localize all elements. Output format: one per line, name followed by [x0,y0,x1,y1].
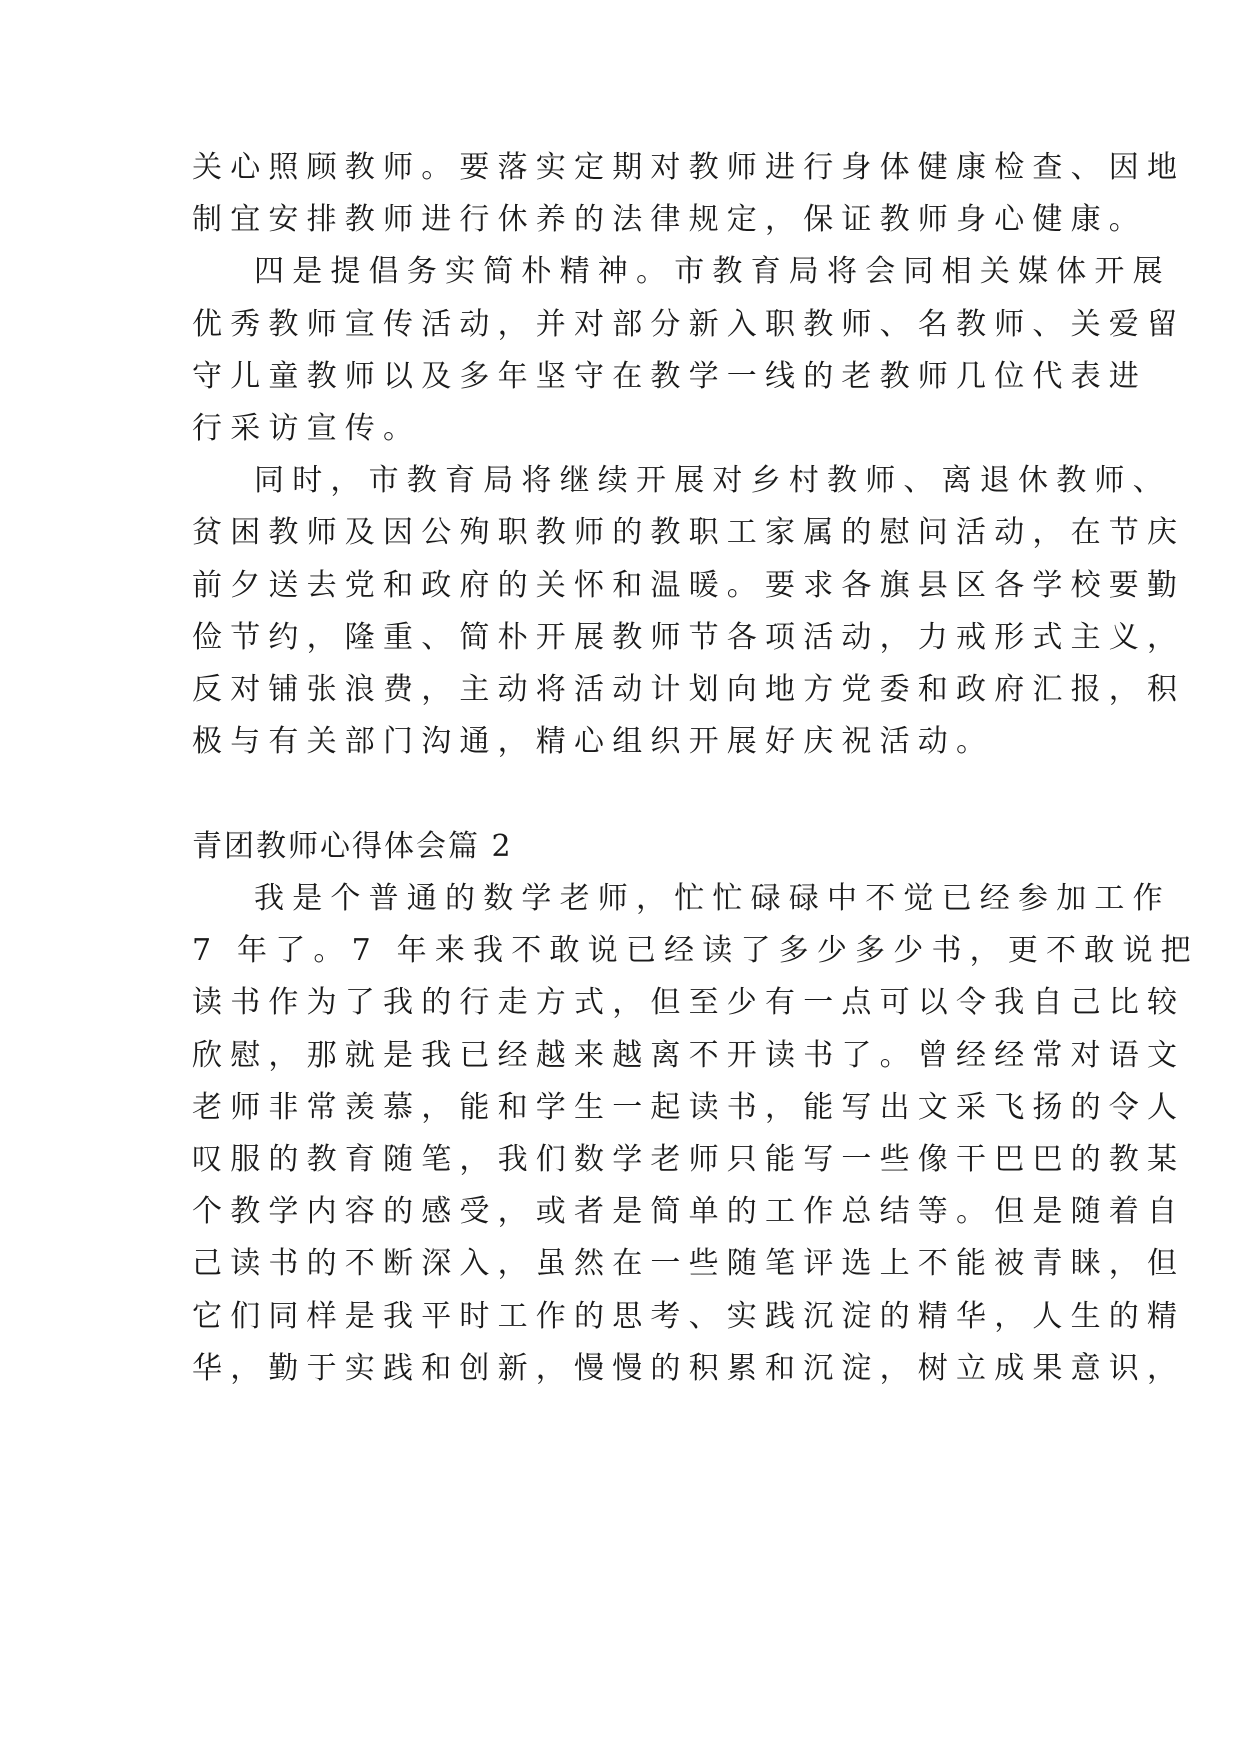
text-line: 前夕送去党和政府的关怀和温暖。要求各旗县区各学校要勤 [192,568,1186,603]
text-line: 优秀教师宣传活动，并对部分新入职教师、名教师、关爱留 [192,307,1186,342]
text-line: 同时，市教育局将继续开展对乡村教师、离退休教师、 [254,463,1171,498]
text-line: 个教学内容的感受，或者是简单的工作总结等。但是随着自 [192,1194,1186,1229]
text-line: 读书作为了我的行走方式，但至少有一点可以令我自己比较 [192,985,1186,1020]
text-line: 反对铺张浪费，主动将活动计划向地方党委和政府汇报，积 [192,672,1186,707]
text-line: 己读书的不断深入，虽然在一些随笔评选上不能被青睐，但 [192,1246,1186,1281]
text-line: 我是个普通的数学老师，忙忙碌碌中不觉已经参加工作 [254,881,1171,916]
text-line: 贫困教师及因公殉职教师的教职工家属的慰问活动，在节庆 [192,515,1186,550]
text-line: 极与有关部门沟通，精心组织开展好庆祝活动。 [192,724,995,759]
text-line: 欣慰，那就是我已经越来越离不开读书了。曾经经常对语文 [192,1038,1186,1073]
text-line: 行采访宣传。 [192,411,422,446]
text-line: 守儿童教师以及多年坚守在教学一线的老教师几位代表进 [192,359,1147,394]
text-line: 叹服的教育随笔，我们数学老师只能写一些像干巴巴的教某 [192,1142,1186,1177]
text-line: 老师非常羡慕，能和学生一起读书，能写出文采飞扬的令人 [192,1090,1186,1125]
text-line: 制宜安排教师进行休养的法律规定，保证教师身心健康。 [192,202,1147,237]
section-heading: 青团教师心得体会篇 2 [192,829,513,864]
text-line: 俭节约，隆重、简朴开展教师节各项活动，力戒形式主义， [192,620,1186,655]
text-line: 关心照顾教师。要落实定期对教师进行身体健康检查、因地 [192,150,1186,185]
text-line: 华，勤于实践和创新，慢慢的积累和沉淀，树立成果意识， [192,1351,1186,1386]
text-line: 7 年了。7 年来我不敢说已经读了多少多少书，更不敢说把 [192,933,1199,968]
text-line: 它们同样是我平时工作的思考、实践沉淀的精华，人生的精 [192,1299,1186,1334]
text-line: 四是提倡务实简朴精神。市教育局将会同相关媒体开展 [254,254,1171,289]
